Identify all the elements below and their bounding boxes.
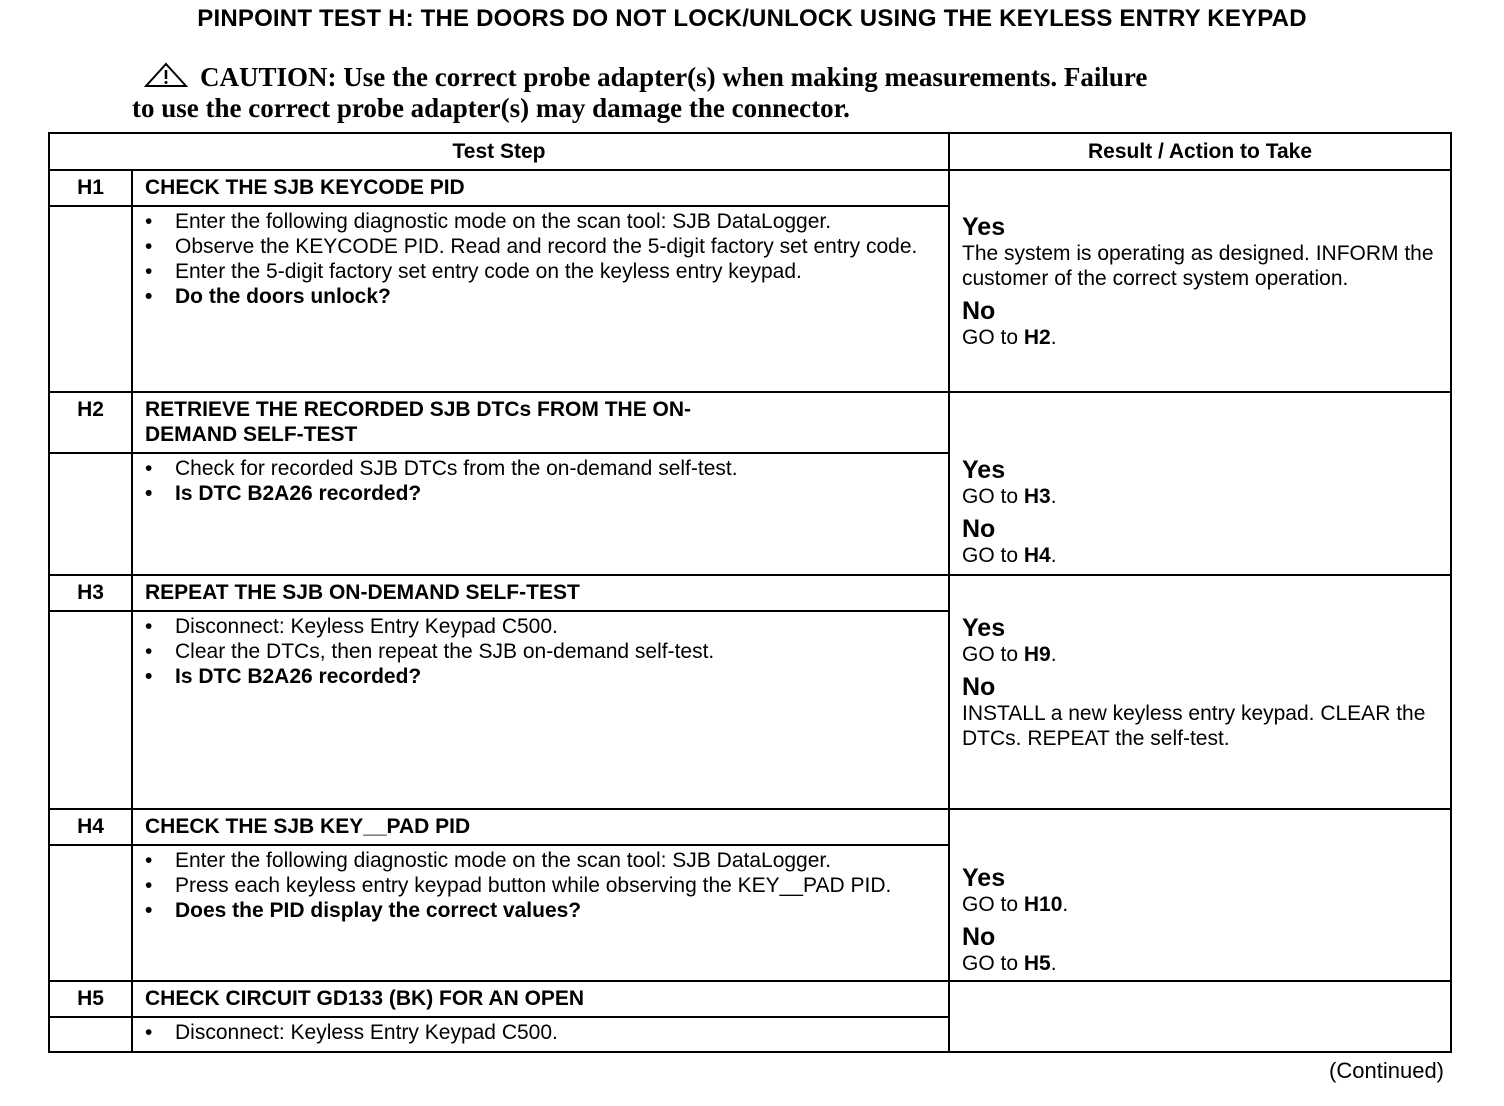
step-h3-result xyxy=(949,575,1451,809)
list-item: • Disconnect: Keyless Entry Keypad C500. xyxy=(165,614,938,639)
list-item: • Enter the 5-digit factory set entry code on the keyless entry keypad. xyxy=(165,259,938,284)
step-body xyxy=(132,453,949,575)
no-action: GO to H5. xyxy=(962,952,1057,975)
step-h5-heading-row xyxy=(49,981,1451,1017)
step-body xyxy=(132,611,949,809)
no-label: No xyxy=(962,296,996,325)
step-question: • Is DTC B2A26 recorded? xyxy=(165,481,938,506)
step-id: H3 xyxy=(49,575,132,611)
step-h4-heading-row xyxy=(49,809,1451,845)
step-heading: REPEAT THE SJB ON-DEMAND SELF-TEST xyxy=(132,575,949,611)
step-h2-heading-row xyxy=(49,392,1451,453)
step-heading: CHECK CIRCUIT GD133 (BK) FOR AN OPEN xyxy=(132,981,949,1017)
list-item: • Observe the KEYCODE PID. Read and record the 5-digit factory set entry code. xyxy=(165,234,938,259)
step-question: • Is DTC B2A26 recorded? xyxy=(165,664,938,689)
yes-action: GO to H9. xyxy=(962,643,1057,666)
column-header-test-step: Test Step xyxy=(49,133,949,170)
table-header-row xyxy=(49,133,1451,170)
step-h3-heading-row xyxy=(49,575,1451,611)
list-item: • Enter the following diagnostic mode on the scan tool: SJB DataLogger. xyxy=(165,209,938,234)
list-item: • Check for recorded SJB DTCs from the on-demand self-test. xyxy=(165,456,938,481)
step-body xyxy=(132,1017,949,1052)
step-id: H2 xyxy=(49,392,132,453)
step-h1-result xyxy=(949,170,1451,392)
yes-action: GO to H3. xyxy=(962,485,1057,508)
caution-note xyxy=(132,62,1382,124)
caution-line-2: to use the correct probe adapter(s) may damage the connector. xyxy=(132,93,850,123)
list-item: • Disconnect: Keyless Entry Keypad C500. xyxy=(165,1020,938,1045)
yes-action: The system is operating as designed. INFORM the customer of the correct system operation. xyxy=(962,241,1434,290)
list-item: • Clear the DTCs, then repeat the SJB on-demand self-test. xyxy=(165,639,938,664)
step-heading: CHECK THE SJB KEYCODE PID xyxy=(132,170,949,206)
no-action: GO to H4. xyxy=(962,544,1057,567)
no-label: No xyxy=(962,515,996,543)
continued-label: (Continued) xyxy=(1329,1058,1444,1083)
caution-line-1: CAUTION: Use the correct probe adapter(s) when making measurements. Failure xyxy=(200,62,1148,92)
step-body xyxy=(132,845,949,981)
yes-label: Yes xyxy=(962,864,1006,892)
no-action: INSTALL a new keyless entry keypad. CLEAR the DTCs. REPEAT the self-test. xyxy=(962,702,1426,750)
step-h2-result xyxy=(949,392,1451,575)
no-action: GO to H2. xyxy=(962,325,1057,349)
step-body xyxy=(132,206,949,392)
warning-triangle-icon xyxy=(144,62,188,88)
goto-target: H4 xyxy=(1023,544,1051,567)
step-heading: RETRIEVE THE RECORDED SJB DTCs FROM THE ON-DEMAND SELF-TEST xyxy=(132,392,949,453)
step-id: H5 xyxy=(49,981,132,1017)
step-heading: CHECK THE SJB KEY__PAD PID xyxy=(132,809,949,845)
no-label: No xyxy=(962,673,996,701)
goto-target: H5 xyxy=(1023,952,1051,975)
page-title: PINPOINT TEST H: THE DOORS DO NOT LOCK/UNLOCK USING THE KEYLESS ENTRY KEYPAD xyxy=(197,5,1307,32)
pinpoint-test-table xyxy=(48,132,1452,1053)
goto-target: H9 xyxy=(1023,643,1051,666)
yes-label: Yes xyxy=(962,456,1006,484)
list-item: • Press each keyless entry keypad button while observing the KEY__PAD PID. xyxy=(165,873,938,898)
goto-target: H2 xyxy=(1023,325,1051,349)
step-question: • Do the doors unlock? xyxy=(165,284,938,309)
yes-label: Yes xyxy=(962,614,1006,642)
no-label: No xyxy=(962,923,996,951)
step-id: H4 xyxy=(49,809,132,845)
step-h4-result xyxy=(949,809,1451,981)
step-question: • Does the PID display the correct values? xyxy=(165,898,938,923)
column-header-result: Result / Action to Take xyxy=(949,133,1451,170)
list-item: • Enter the following diagnostic mode on the scan tool: SJB DataLogger. xyxy=(165,848,938,873)
goto-target: H10 xyxy=(1023,893,1063,916)
step-id: H1 xyxy=(49,170,132,206)
yes-action: GO to H10. xyxy=(962,893,1069,916)
step-h1-heading-row xyxy=(49,170,1451,206)
yes-label: Yes xyxy=(962,212,1006,241)
step-h5-result xyxy=(949,981,1451,1052)
goto-target: H3 xyxy=(1023,485,1051,508)
